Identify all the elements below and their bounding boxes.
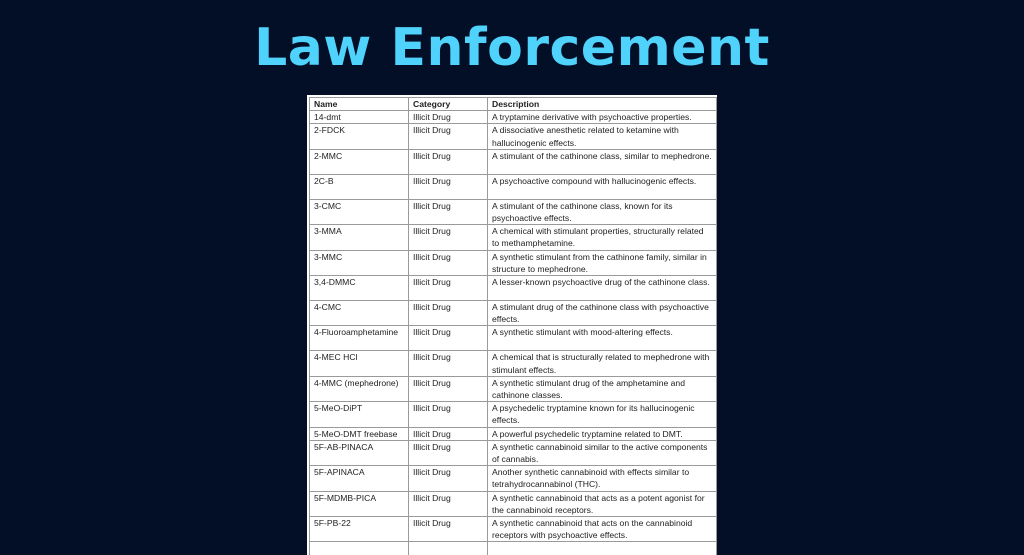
table-row bbox=[310, 427, 717, 440]
cell-category: Illicit Drug bbox=[409, 440, 488, 465]
cell-description: A stimulant drug of the cathinone class with psychoactive effects. bbox=[488, 301, 717, 326]
cell-description: A synthetic stimulant from the cathinone family, similar in structure to mephedrone. bbox=[488, 250, 717, 275]
drug-table-image bbox=[307, 95, 717, 555]
cell-name: 4-MEC HCl bbox=[310, 351, 409, 376]
cell-category: Illicit Drug bbox=[409, 402, 488, 427]
table-row bbox=[310, 351, 717, 376]
cell-name: 4-Fluoroamphetamine bbox=[310, 326, 409, 351]
cell-category: Illicit Drug bbox=[409, 250, 488, 275]
table-row bbox=[310, 174, 717, 199]
cell-category: Illicit Drug bbox=[409, 199, 488, 224]
cell-description: A dissociative anesthetic related to ketamine with hallucinogenic effects. bbox=[488, 124, 717, 149]
table-row bbox=[310, 466, 717, 491]
cell-name: 5F-APINACA bbox=[310, 466, 409, 491]
cell-name: 5F-PB-22 bbox=[310, 517, 409, 542]
cell-empty bbox=[409, 542, 488, 555]
cell-category: Illicit Drug bbox=[409, 466, 488, 491]
cell-description: A chemical that is structurally related to mephedrone with stimulant effects. bbox=[488, 351, 717, 376]
cell-description: A lesser-known psychoactive drug of the cathinone class. bbox=[488, 276, 717, 301]
table-row-partial bbox=[310, 542, 717, 555]
cell-name: 3,4-DMMC bbox=[310, 276, 409, 301]
cell-category: Illicit Drug bbox=[409, 376, 488, 401]
table-row bbox=[310, 149, 717, 174]
cell-name: 5-MeO-DMT freebase bbox=[310, 427, 409, 440]
table-row bbox=[310, 440, 717, 465]
cell-description: A powerful psychedelic tryptamine related to DMT. bbox=[488, 427, 717, 440]
cell-name: 3-MMA bbox=[310, 225, 409, 250]
cell-name: 5F-MDMB-PICA bbox=[310, 491, 409, 516]
cell-category: Illicit Drug bbox=[409, 276, 488, 301]
page-title: Law Enforcement bbox=[254, 18, 770, 78]
cell-name: 3-CMC bbox=[310, 199, 409, 224]
cell-category: Illicit Drug bbox=[409, 301, 488, 326]
table-row bbox=[310, 326, 717, 351]
table-row bbox=[310, 517, 717, 542]
cell-name: 5-MeO-DiPT bbox=[310, 402, 409, 427]
table-row bbox=[310, 124, 717, 149]
table-row bbox=[310, 111, 717, 124]
cell-description: Another synthetic cannabinoid with effects similar to tetrahydrocannabinol (THC). bbox=[488, 466, 717, 491]
cell-description: A psychoactive compound with hallucinogenic effects. bbox=[488, 174, 717, 199]
cell-name: 5F-AB-PINACA bbox=[310, 440, 409, 465]
table-row bbox=[310, 199, 717, 224]
cell-category: Illicit Drug bbox=[409, 491, 488, 516]
cell-category: Illicit Drug bbox=[409, 517, 488, 542]
table-row bbox=[310, 402, 717, 427]
table-row bbox=[310, 250, 717, 275]
cell-category: Illicit Drug bbox=[409, 174, 488, 199]
table-row bbox=[310, 491, 717, 516]
cell-empty bbox=[488, 542, 717, 555]
cell-category: Illicit Drug bbox=[409, 427, 488, 440]
table-row bbox=[310, 225, 717, 250]
table-row bbox=[310, 301, 717, 326]
cell-description: A psychedelic tryptamine known for its hallucinogenic effects. bbox=[488, 402, 717, 427]
cell-empty bbox=[310, 542, 409, 555]
cell-category: Illicit Drug bbox=[409, 326, 488, 351]
header-description: Description bbox=[488, 98, 717, 111]
cell-category: Illicit Drug bbox=[409, 351, 488, 376]
table-row bbox=[310, 376, 717, 401]
cell-category: Illicit Drug bbox=[409, 225, 488, 250]
drug-table bbox=[309, 97, 717, 555]
cell-description: A synthetic cannabinoid that acts as a potent agonist for the cannabinoid receptors. bbox=[488, 491, 717, 516]
cell-description: A synthetic stimulant with mood-altering effects. bbox=[488, 326, 717, 351]
cell-description: A synthetic cannabinoid that acts on the cannabinoid receptors with psychoactive effects. bbox=[488, 517, 717, 542]
cell-description: A stimulant of the cathinone class, similar to mephedrone. bbox=[488, 149, 717, 174]
cell-category: Illicit Drug bbox=[409, 149, 488, 174]
cell-description: A synthetic stimulant drug of the amphetamine and cathinone classes. bbox=[488, 376, 717, 401]
cell-name: 2C-B bbox=[310, 174, 409, 199]
header-category: Category bbox=[409, 98, 488, 111]
cell-name: 2-MMC bbox=[310, 149, 409, 174]
cell-description: A stimulant of the cathinone class, known for its psychoactive effects. bbox=[488, 199, 717, 224]
cell-name: 4-CMC bbox=[310, 301, 409, 326]
cell-category: Illicit Drug bbox=[409, 124, 488, 149]
cell-name: 3-MMC bbox=[310, 250, 409, 275]
table-row bbox=[310, 276, 717, 301]
cell-name: 2-FDCK bbox=[310, 124, 409, 149]
cell-description: A chemical with stimulant properties, structurally related to methamphetamine. bbox=[488, 225, 717, 250]
cell-description: A tryptamine derivative with psychoactive properties. bbox=[488, 111, 717, 124]
header-name: Name bbox=[310, 98, 409, 111]
cell-name: 4-MMC (mephedrone) bbox=[310, 376, 409, 401]
cell-category: Illicit Drug bbox=[409, 111, 488, 124]
table-header-row bbox=[310, 98, 717, 111]
cell-name: 14-dmt bbox=[310, 111, 409, 124]
cell-description: A synthetic cannabinoid similar to the active components of cannabis. bbox=[488, 440, 717, 465]
